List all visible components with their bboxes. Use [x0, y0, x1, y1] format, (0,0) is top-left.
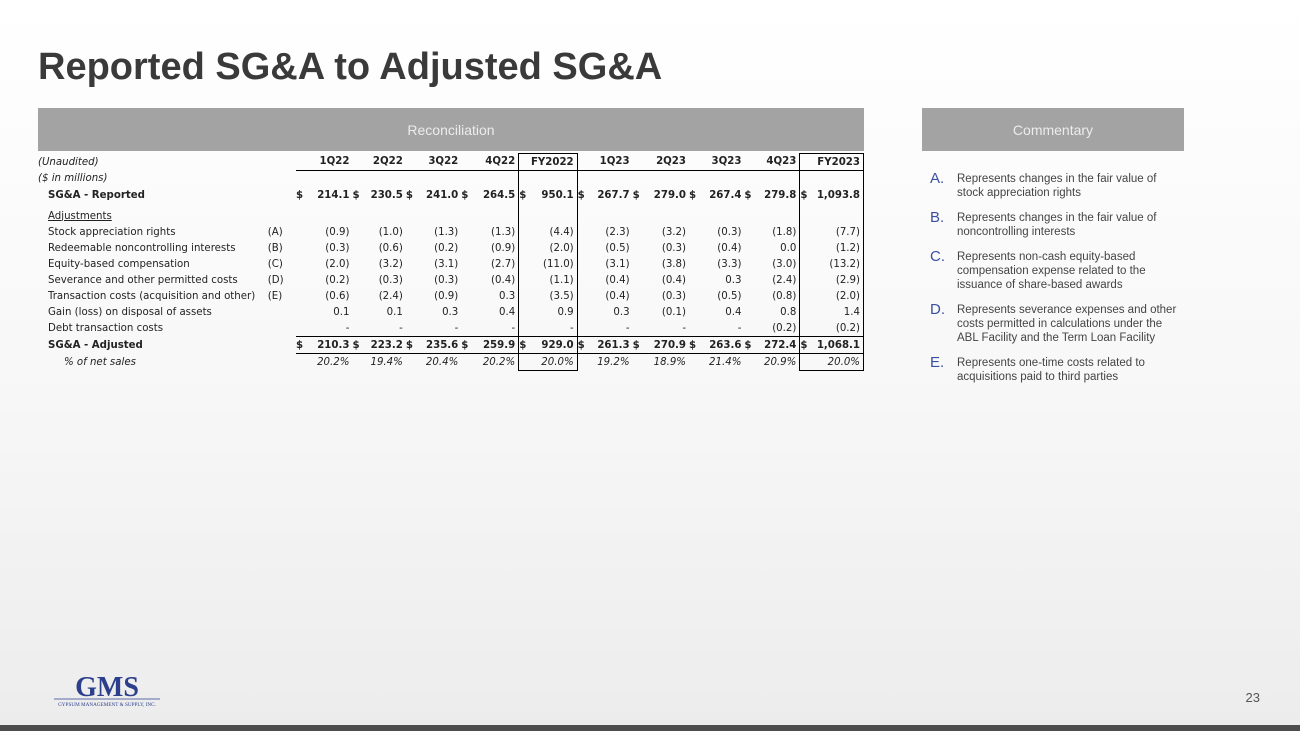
currency-symbol [633, 224, 646, 240]
currency-symbol [744, 320, 757, 337]
value-cell: (0.9) [325, 226, 350, 238]
commentary-list [930, 172, 1180, 395]
footer-bar [0, 725, 1300, 731]
value-cell: (11.0) [532, 256, 577, 272]
value-cell: 0.3 [499, 290, 516, 302]
footnote-code [268, 320, 296, 337]
currency-symbol [519, 288, 532, 304]
currency-symbol [406, 320, 419, 337]
value-cell: 230.5 [370, 189, 403, 201]
currency-symbol [352, 354, 365, 371]
gms-logo [52, 672, 162, 708]
value-cell: 21.4% [702, 354, 744, 371]
empty-cell [577, 208, 632, 224]
currency-symbol [689, 320, 702, 337]
currency-symbol [800, 354, 813, 371]
empty-cell [689, 208, 744, 224]
value-cell: 0.0 [780, 242, 797, 254]
value-cell: 267.7 [597, 189, 630, 201]
value-cell: 279.0 [653, 189, 686, 201]
currency-symbol [744, 304, 757, 320]
currency-symbol [744, 354, 757, 371]
commentary-item [930, 211, 1180, 239]
currency-symbol [577, 256, 590, 272]
currency-symbol [352, 288, 365, 304]
currency-symbol [352, 240, 365, 256]
commentary-text: Represents one-time costs related to acquisitions paid to third parties [957, 357, 1145, 383]
column-header: 4Q22 [461, 154, 518, 171]
currency-symbol: $ [296, 337, 309, 354]
adjustment-row [38, 224, 864, 240]
value-cell: (7.7) [813, 224, 864, 240]
value-cell: (2.9) [813, 272, 864, 288]
currency-symbol [296, 224, 309, 240]
currency-symbol [296, 288, 309, 304]
value-cell: 0.4 [725, 306, 742, 318]
currency-symbol [744, 272, 757, 288]
pct-net-sales-row [38, 354, 864, 371]
currency-symbol [519, 240, 532, 256]
empty-cell [406, 208, 461, 224]
value-cell: 214.1 [317, 189, 350, 201]
value-cell: 19.4% [366, 354, 406, 371]
value-cell: (1.3) [491, 226, 516, 238]
adjustments-heading-row [38, 208, 864, 224]
value-cell: 0.1 [386, 306, 403, 318]
svg-text:GYPSUM MANAGEMENT & SUPPLY, IN: GYPSUM MANAGEMENT & SUPPLY, INC. [58, 702, 156, 708]
currency-symbol: $ [689, 337, 702, 354]
value-cell: (2.0) [813, 288, 864, 304]
sga-reported-row [38, 187, 864, 208]
value-cell: 20.2% [309, 354, 352, 371]
value-cell: 272.4 [758, 337, 800, 354]
value-cell: (4.4) [532, 224, 577, 240]
page-title: Reported SG&A to Adjusted SG&A [38, 46, 663, 88]
currency-symbol [577, 272, 590, 288]
units-label: ($ in millions) [38, 173, 108, 185]
currency-symbol [406, 354, 419, 371]
currency-symbol [352, 256, 365, 272]
currency-symbol [352, 224, 365, 240]
page-number: 23 [1245, 690, 1260, 705]
column-header: 1Q22 [296, 154, 352, 171]
value-cell: 261.3 [590, 337, 632, 354]
currency-symbol [461, 288, 474, 304]
value-cell: (1.0) [378, 226, 403, 238]
value-cell: 20.0% [532, 354, 577, 371]
row-label: SG&A - Adjusted [48, 339, 143, 351]
currency-symbol [633, 304, 646, 320]
currency-symbol [800, 240, 813, 256]
value-cell: 264.5 [482, 189, 516, 201]
currency-symbol [406, 304, 419, 320]
adjustment-row [38, 288, 864, 304]
value-cell: 235.6 [419, 337, 461, 354]
currency-symbol: $ [519, 187, 532, 208]
currency-symbol [744, 256, 757, 272]
value-cell: (0.4) [491, 274, 516, 286]
value-cell: (0.4) [605, 274, 630, 286]
currency-symbol [577, 354, 590, 371]
commentary-text: Represents changes in the fair value of noncontrolling interests [957, 212, 1157, 238]
commentary-letter: D. [930, 301, 945, 318]
value-cell: 929.0 [532, 337, 577, 354]
sga-adjusted-row [38, 337, 864, 354]
currency-symbol [633, 320, 646, 337]
value-cell: 20.4% [419, 354, 461, 371]
commentary-letter: E. [930, 354, 945, 371]
value-cell: 20.9% [758, 354, 800, 371]
column-header: 3Q23 [689, 154, 744, 171]
value-cell: (0.5) [717, 290, 742, 302]
value-cell: (0.4) [717, 242, 742, 254]
empty-cell [744, 208, 799, 224]
value-cell: 1,093.8 [813, 187, 864, 208]
value-cell: (13.2) [813, 256, 864, 272]
value-cell: - [682, 322, 686, 334]
adjustment-row [38, 272, 864, 288]
value-cell: (0.4) [661, 274, 686, 286]
currency-symbol [800, 304, 813, 320]
currency-symbol [296, 320, 309, 337]
value-cell: - [625, 322, 630, 334]
currency-symbol [352, 320, 365, 337]
currency-symbol [577, 288, 590, 304]
value-cell: (0.2) [813, 320, 864, 337]
value-cell: - [345, 322, 350, 334]
footnote-code: (E) [267, 290, 283, 302]
row-label: Gain (loss) on disposal of assets [48, 306, 212, 318]
currency-symbol [352, 304, 365, 320]
value-cell: (2.0) [532, 240, 577, 256]
reconciliation-header: Reconciliation [38, 108, 864, 151]
value-cell: (1.2) [813, 240, 864, 256]
currency-symbol: $ [800, 337, 813, 354]
value-cell: (3.0) [772, 258, 797, 270]
currency-symbol [744, 224, 757, 240]
empty-cell [519, 171, 577, 188]
value-cell: 267.4 [709, 189, 742, 201]
adjustments-heading [38, 208, 296, 224]
empty-cell [633, 171, 689, 188]
currency-symbol: $ [577, 189, 585, 201]
currency-symbol [577, 224, 590, 240]
currency-symbol [744, 288, 757, 304]
value-cell: (2.0) [325, 258, 350, 270]
empty-cell [744, 171, 799, 188]
value-cell: (2.4) [378, 290, 403, 302]
empty-cell [633, 208, 689, 224]
header-row [38, 154, 864, 171]
currency-symbol [577, 320, 590, 337]
row-label: % of net sales [64, 356, 136, 368]
value-cell: (0.4) [605, 290, 630, 302]
currency-symbol [633, 354, 646, 371]
empty-cell [461, 171, 518, 188]
currency-symbol [633, 256, 646, 272]
footnote-code: (C) [267, 258, 283, 270]
value-cell: (2.3) [605, 226, 630, 238]
value-cell: (0.3) [378, 274, 403, 286]
currency-symbol [519, 256, 532, 272]
value-cell: (0.3) [325, 242, 350, 254]
currency-symbol [352, 272, 365, 288]
currency-symbol [800, 288, 813, 304]
adjustment-row [38, 304, 864, 320]
value-cell: (0.2) [434, 242, 459, 254]
value-cell: (0.3) [661, 242, 686, 254]
currency-symbol [800, 224, 813, 240]
empty-cell [352, 171, 405, 188]
column-header: 1Q23 [577, 154, 632, 171]
row-label: Severance and other permitted costs [48, 274, 238, 286]
currency-symbol [406, 240, 419, 256]
currency-symbol [519, 354, 532, 371]
currency-symbol [461, 304, 474, 320]
currency-symbol [689, 240, 702, 256]
value-cell: (2.4) [772, 274, 797, 286]
commentary-item [930, 172, 1180, 200]
currency-symbol [461, 320, 474, 337]
commentary-item [930, 303, 1180, 345]
value-cell: (3.1) [434, 258, 459, 270]
currency-symbol: $ [800, 187, 813, 208]
empty-cell [577, 171, 632, 188]
value-cell: (3.2) [378, 258, 403, 270]
commentary-item [930, 250, 1180, 292]
value-cell: (0.2) [772, 322, 797, 334]
currency-symbol [800, 272, 813, 288]
value-cell: 223.2 [366, 337, 406, 354]
value-cell: 0.9 [532, 304, 577, 320]
value-cell: - [511, 322, 516, 334]
empty-cell [461, 208, 518, 224]
currency-symbol [800, 320, 813, 337]
value-cell: 259.9 [474, 337, 518, 354]
value-cell: (1.1) [532, 272, 577, 288]
value-cell: (3.5) [532, 288, 577, 304]
value-cell: (2.7) [491, 258, 516, 270]
commentary-header: Commentary [922, 108, 1184, 151]
value-cell: - [454, 322, 459, 334]
value-cell: (0.3) [717, 226, 742, 238]
value-cell: 0.3 [442, 306, 459, 318]
adjustment-row [38, 240, 864, 256]
currency-symbol [633, 288, 646, 304]
value-cell: 263.6 [702, 337, 744, 354]
currency-symbol: $ [352, 189, 360, 201]
currency-symbol [577, 304, 590, 320]
currency-symbol [689, 224, 702, 240]
currency-symbol [633, 240, 646, 256]
commentary-letter: A. [930, 170, 945, 187]
currency-symbol [296, 272, 309, 288]
currency-symbol [689, 354, 702, 371]
currency-symbol: $ [461, 337, 474, 354]
column-header: 2Q23 [633, 154, 689, 171]
value-cell: (0.9) [491, 242, 516, 254]
value-cell: (3.2) [661, 226, 686, 238]
empty-cell [519, 208, 577, 224]
svg-text:GMS: GMS [75, 672, 139, 703]
currency-symbol: $ [296, 189, 304, 201]
currency-symbol [461, 240, 474, 256]
commentary-text: Represents severance expenses and other costs permitted in calculations under the ABL Facility and the Term Loan Facility [957, 304, 1177, 344]
value-cell: - [532, 320, 577, 337]
row-label: SG&A - Reported [48, 189, 145, 201]
currency-symbol: $ [577, 337, 590, 354]
commentary-letter: B. [930, 209, 945, 226]
currency-symbol: $ [744, 337, 757, 354]
adjustment-row [38, 256, 864, 272]
value-cell: (0.3) [434, 274, 459, 286]
currency-symbol: $ [405, 189, 413, 201]
value-cell: (3.3) [717, 258, 742, 270]
value-cell: 0.3 [725, 274, 742, 286]
value-cell: 1,068.1 [813, 337, 864, 354]
value-cell: (0.2) [325, 274, 350, 286]
currency-symbol [633, 272, 646, 288]
footnote-code: (B) [267, 242, 283, 254]
column-header: FY2023 [800, 154, 864, 171]
value-cell: (0.8) [772, 290, 797, 302]
units-row [38, 171, 864, 188]
currency-symbol [406, 272, 419, 288]
currency-symbol [406, 224, 419, 240]
adjustment-row [38, 320, 864, 337]
value-cell: 18.9% [646, 354, 689, 371]
commentary-letter: C. [930, 248, 945, 265]
empty-cell [296, 208, 352, 224]
row-label: Debt transaction costs [48, 322, 164, 334]
value-cell: - [737, 322, 742, 334]
currency-symbol [689, 272, 702, 288]
empty-cell [800, 208, 864, 224]
currency-symbol [744, 240, 757, 256]
currency-symbol [800, 256, 813, 272]
value-cell: 20.0% [813, 354, 864, 371]
commentary-text: Represents non-cash equity-based compensation expense related to the issuance of share-based awards [957, 251, 1146, 291]
value-cell: 0.4 [499, 306, 516, 318]
column-header: 3Q22 [406, 154, 461, 171]
empty-cell [296, 171, 352, 188]
value-cell: (0.3) [661, 290, 686, 302]
column-header: FY2022 [519, 154, 577, 171]
empty-cell [689, 171, 744, 188]
currency-symbol: $ [744, 189, 752, 201]
currency-symbol [519, 272, 532, 288]
footnote-code [268, 304, 296, 320]
currency-symbol [296, 256, 309, 272]
currency-symbol: $ [633, 337, 646, 354]
currency-symbol [519, 320, 532, 337]
currency-symbol [519, 224, 532, 240]
value-cell: 950.1 [532, 187, 577, 208]
value-cell: 0.1 [333, 306, 350, 318]
row-label: Equity-based compensation [48, 258, 190, 270]
value-cell: (0.1) [661, 306, 686, 318]
currency-symbol: $ [519, 337, 532, 354]
currency-symbol: $ [689, 189, 697, 201]
empty-cell [352, 208, 405, 224]
footnote-code: (D) [267, 274, 284, 286]
value-cell: (3.1) [605, 258, 630, 270]
value-cell: 270.9 [646, 337, 689, 354]
value-cell: 210.3 [309, 337, 352, 354]
currency-symbol [577, 240, 590, 256]
column-header: 4Q23 [744, 154, 799, 171]
currency-symbol [689, 256, 702, 272]
currency-symbol [461, 272, 474, 288]
column-header: 2Q22 [352, 154, 405, 171]
row-label: Redeemable noncontrolling interests [48, 242, 236, 254]
value-cell: (0.6) [325, 290, 350, 302]
commentary-text: Represents changes in the fair value of stock appreciation rights [957, 173, 1157, 199]
currency-symbol [461, 224, 474, 240]
value-cell: 0.3 [613, 306, 630, 318]
currency-symbol [406, 256, 419, 272]
value-cell: (1.8) [772, 226, 797, 238]
adjustments-heading-text: Adjustments [48, 210, 112, 222]
currency-symbol [461, 354, 474, 371]
value-cell: (0.5) [605, 242, 630, 254]
value-cell: 20.2% [474, 354, 518, 371]
empty-cell [406, 171, 461, 188]
currency-symbol: $ [461, 189, 469, 201]
currency-symbol [296, 304, 309, 320]
value-cell: - [399, 322, 403, 334]
value-cell: (0.6) [378, 242, 403, 254]
row-label: Transaction costs (acquisition and other) [48, 290, 256, 302]
currency-symbol: $ [352, 337, 365, 354]
currency-symbol [296, 240, 309, 256]
value-cell: (0.9) [434, 290, 459, 302]
currency-symbol: $ [406, 337, 419, 354]
value-cell: 279.8 [764, 189, 797, 201]
value-cell: (3.8) [661, 258, 686, 270]
value-cell: 1.4 [813, 304, 864, 320]
currency-symbol [689, 288, 702, 304]
value-cell: 0.8 [780, 306, 797, 318]
currency-symbol [689, 304, 702, 320]
unaudited-label: (Unaudited) [38, 156, 99, 168]
currency-symbol [406, 288, 419, 304]
reconciliation-table [38, 153, 864, 371]
value-cell: 241.0 [426, 189, 459, 201]
currency-symbol [519, 304, 532, 320]
empty-cell [800, 171, 864, 188]
currency-symbol [461, 256, 474, 272]
currency-symbol: $ [632, 189, 640, 201]
commentary-item [930, 356, 1180, 384]
footnote-code: (A) [267, 226, 283, 238]
currency-symbol [296, 354, 309, 371]
row-label: Stock appreciation rights [48, 226, 176, 238]
value-cell: 19.2% [590, 354, 632, 371]
value-cell: (1.3) [434, 226, 459, 238]
